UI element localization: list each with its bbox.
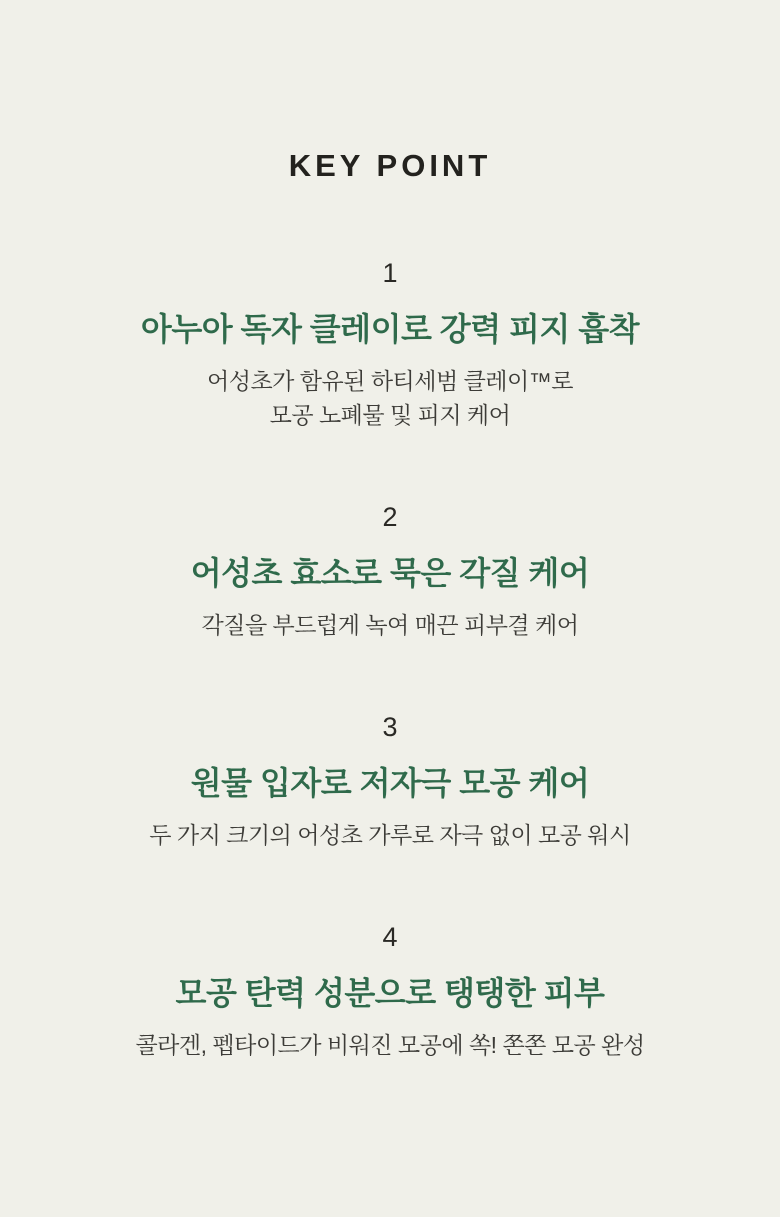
point-title: 원물 입자로 저자극 모공 케어 — [190, 765, 590, 801]
point-section-2 — [0, 502, 780, 642]
point-number: 4 — [382, 922, 398, 952]
point-description-line: 어성초가 함유된 하티세범 클레이™로 — [207, 368, 573, 394]
point-title: 모공 탄력 성분으로 탱탱한 피부 — [175, 975, 605, 1011]
point-description — [0, 364, 780, 432]
page-title: KEY POINT — [288, 148, 492, 183]
point-title: 아누아 독자 클레이로 강력 피지 흡착 — [140, 311, 640, 347]
point-description-line: 콜라겐, 펩타이드가 비워진 모공에 쏙! 쫀쫀 모공 완성 — [135, 1032, 645, 1058]
point-description — [0, 608, 780, 642]
point-section-4 — [0, 922, 780, 1062]
point-section-3 — [0, 712, 780, 852]
point-section-1 — [0, 258, 780, 432]
point-description — [0, 818, 780, 852]
point-description-line: 각질을 부드럽게 녹여 매끈 피부결 케어 — [201, 612, 579, 638]
point-description-line: 두 가지 크기의 어성초 가루로 자극 없이 모공 워시 — [149, 822, 631, 848]
point-title: 어성초 효소로 묵은 각질 케어 — [190, 555, 590, 591]
point-number: 1 — [382, 258, 398, 288]
point-number: 2 — [382, 502, 398, 532]
point-number: 3 — [382, 712, 398, 742]
point-description-line: 모공 노폐물 및 피지 케어 — [269, 402, 511, 428]
point-description — [0, 1028, 780, 1062]
